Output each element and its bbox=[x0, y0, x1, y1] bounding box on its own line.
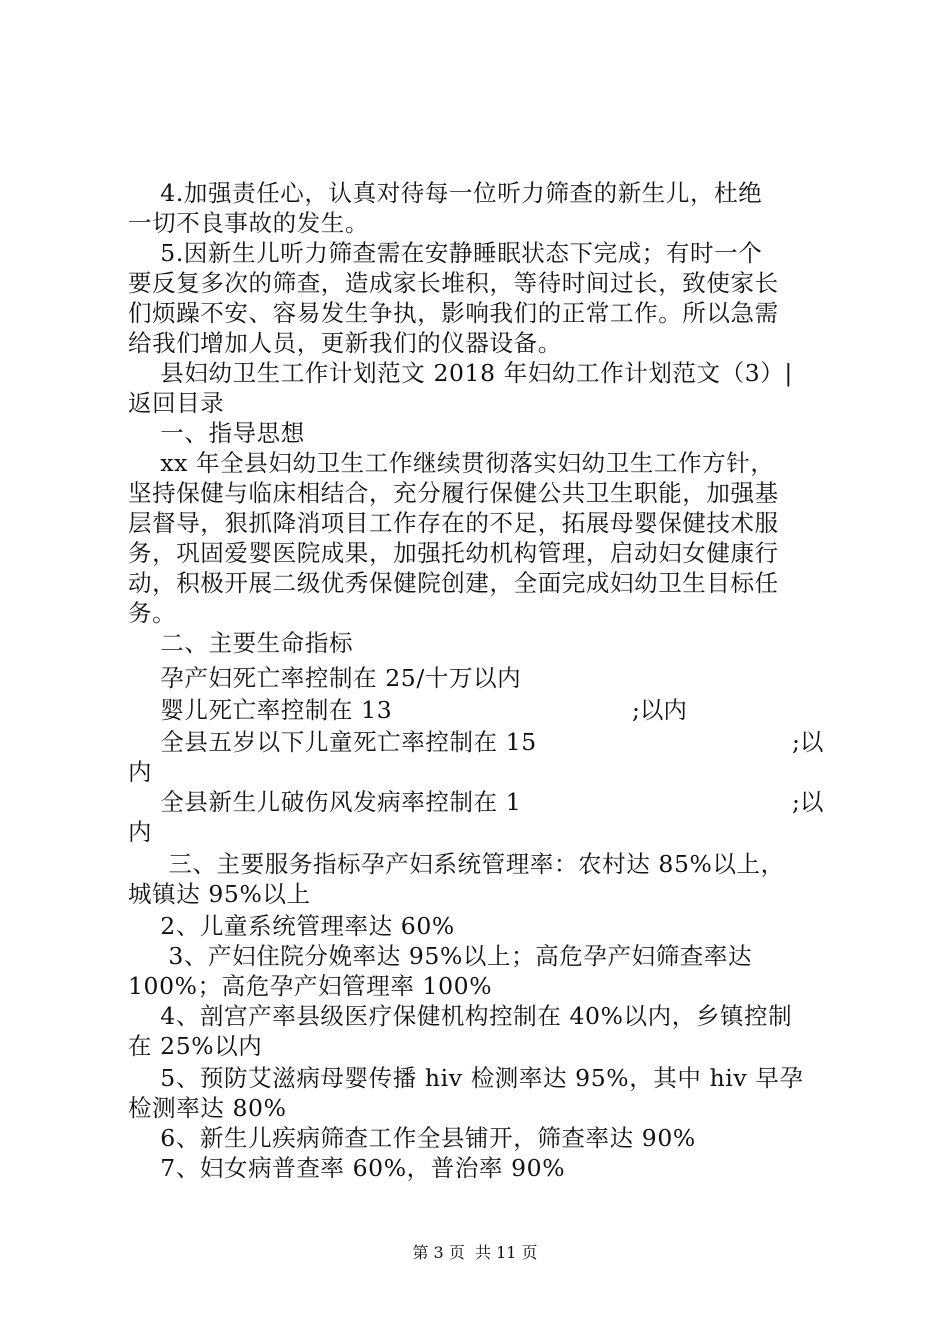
list-item: 在 25%以内 bbox=[128, 1032, 263, 1060]
section-heading: 二、主要生命指标 bbox=[128, 629, 354, 657]
paragraph-line: 务，巩固爱婴医院成果，加强托幼机构管理，启动妇女健康行 bbox=[128, 539, 779, 567]
list-item: 4、剖宫产率县级医疗保健机构控制在 40%以内，乡镇控制 bbox=[128, 1002, 793, 1030]
paragraph-line: xx 年全县妇幼卫生工作继续贯彻落实妇幼卫生工作方针， bbox=[128, 449, 775, 477]
list-item: 7、妇女病普查率 60%，普治率 90% bbox=[128, 1154, 566, 1182]
list-item: 6、新生儿疾病筛查工作全县铺开，筛查率达 90% bbox=[128, 1124, 696, 1152]
paragraph-line: 坚持保健与临床相结合，充分履行保健公共卫生职能，加强基 bbox=[128, 479, 779, 507]
paragraph-line: 5.因新生儿听力筛查需在安静睡眠状态下完成；有时一个 bbox=[128, 239, 763, 267]
section-heading-line: 县妇幼卫生工作计划范文 2018 年妇幼工作计划范文（3）| bbox=[128, 359, 793, 387]
paragraph-line: 们烦躁不安、容易发生争执，影响我们的正常工作。所以急需 bbox=[128, 299, 779, 327]
page-footer: 第 3 页 共 11 页 bbox=[412, 1243, 538, 1262]
paragraph-line: 务。 bbox=[128, 599, 177, 627]
paragraph-line: 层督导，狠抓降消项目工作存在的不足，拓展母婴保健技术服 bbox=[128, 509, 779, 537]
paragraph-line: 4.加强责任心，认真对待每一位听力筛查的新生儿，杜绝 bbox=[128, 179, 763, 207]
list-item: 5、预防艾滋病母婴传播 hiv 检测率达 95%，其中 hiv 早孕 bbox=[128, 1064, 804, 1092]
indicator-suffix: ;以 bbox=[792, 728, 824, 756]
indicator-line: 内 bbox=[128, 818, 153, 846]
list-item: 100%；高危孕产妇管理率 100% bbox=[128, 972, 493, 1000]
list-item: 3、产妇住院分娩率达 95%以上；高危孕产妇筛查率达 bbox=[128, 942, 753, 970]
indicator-line: 内 bbox=[128, 758, 153, 786]
indicator-suffix: ;以内 bbox=[632, 696, 687, 724]
indicator-line: 全县五岁以下儿童死亡率控制在 15 bbox=[128, 728, 537, 756]
paragraph-line: 一切不良事故的发生。 bbox=[128, 209, 369, 237]
paragraph-line: 动，积极开展二级优秀保健院创建，全面完成妇幼卫生目标任 bbox=[128, 569, 779, 597]
indicator-line: 全县新生儿破伤风发病率控制在 1 bbox=[128, 788, 522, 816]
paragraph-line: 要反复多次的筛查，造成家长堆积，等待时间过长，致使家长 bbox=[128, 269, 779, 297]
return-to-toc-link[interactable]: 返回目录 bbox=[128, 389, 225, 417]
list-item: 2、儿童系统管理率达 60% bbox=[128, 912, 455, 940]
section-heading: 一、指导思想 bbox=[128, 419, 305, 447]
indicator-line: 婴儿死亡率控制在 13 bbox=[128, 696, 393, 724]
list-item: 检测率达 80% bbox=[128, 1094, 287, 1122]
indicator-suffix: ;以 bbox=[792, 788, 824, 816]
section-heading-line: 三、主要服务指标孕产妇系统管理率：农村达 85%以上， bbox=[128, 850, 785, 878]
paragraph-line: 城镇达 95%以上 bbox=[128, 880, 311, 908]
paragraph-line: 给我们增加人员，更新我们的仪器设备。 bbox=[128, 329, 562, 357]
indicator-line: 孕产妇死亡率控制在 25/十万以内 bbox=[128, 664, 522, 692]
